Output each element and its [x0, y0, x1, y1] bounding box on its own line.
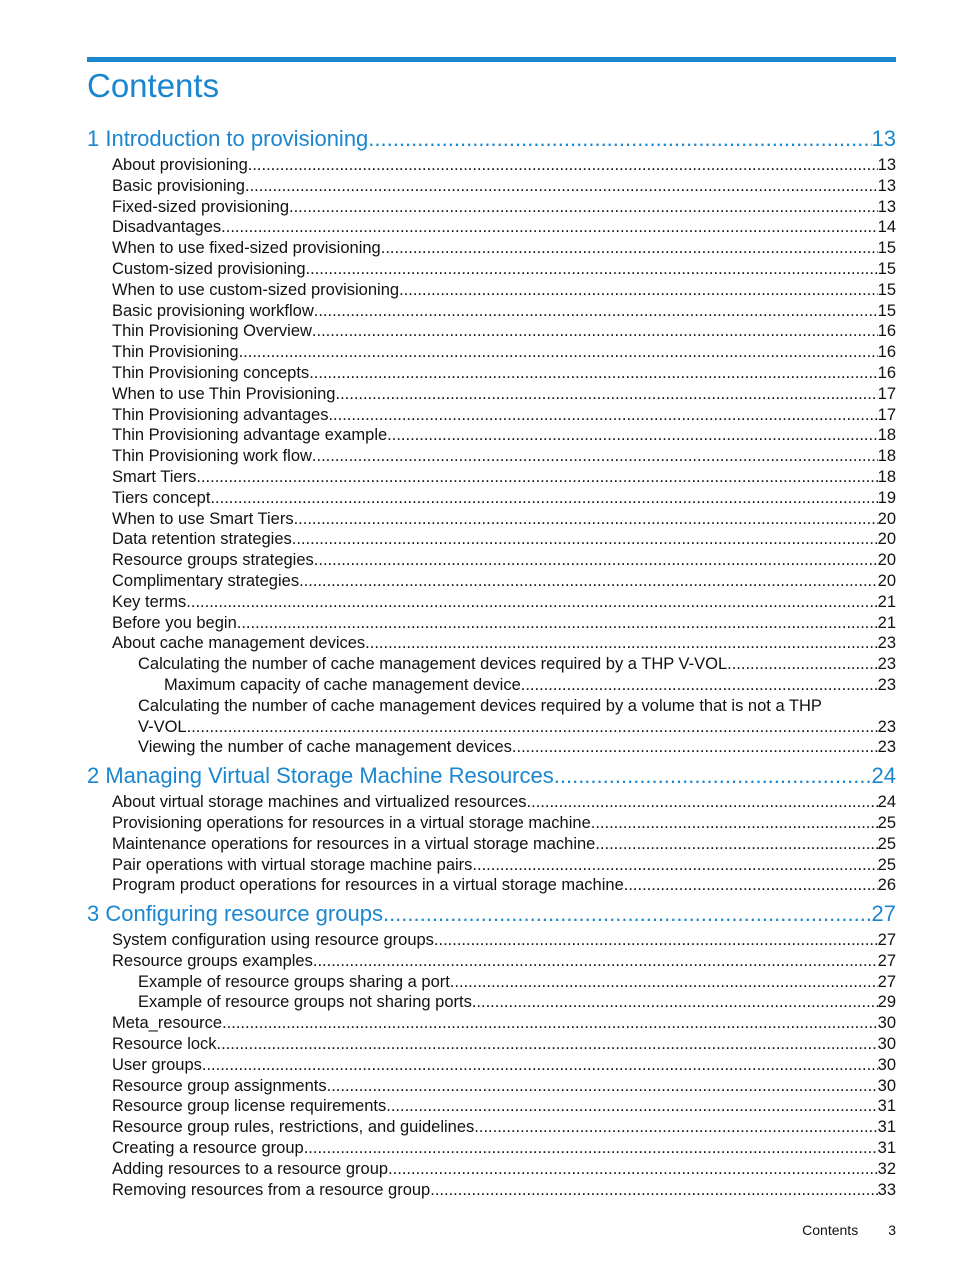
toc-page-number: 30	[877, 1076, 896, 1095]
toc-leader-dots	[289, 197, 878, 218]
toc-leader-dots	[248, 155, 878, 176]
toc-leader-dots	[186, 592, 877, 613]
toc-page-number: 15	[877, 280, 896, 299]
toc-leader-dots	[368, 123, 871, 155]
toc-page-number: 23	[877, 675, 896, 694]
toc-leader-dots	[474, 1117, 877, 1138]
toc-page-number: 23	[877, 738, 896, 757]
toc-entry-label: Maintenance operations for resources in a virtual storage machine	[112, 834, 596, 853]
toc-entry[interactable]	[87, 1076, 896, 1097]
toc-leader-dots	[245, 176, 878, 197]
toc-entry-label: Program product operations for resources in a virtual storage machine	[112, 876, 624, 895]
toc-leader-dots	[434, 930, 878, 951]
toc-page-number: 21	[877, 613, 896, 632]
toc-entry[interactable]	[87, 467, 896, 488]
toc-entry[interactable]	[87, 972, 896, 993]
toc-leader-dots	[222, 1013, 878, 1034]
toc-entry-label: Tiers concept	[112, 488, 211, 507]
toc-entry[interactable]	[87, 384, 896, 405]
toc-entry[interactable]	[87, 696, 896, 738]
toc-entry-label: Basic provisioning workflow	[112, 301, 314, 320]
toc-page-number: 17	[877, 405, 896, 424]
toc-entry-label: About provisioning	[112, 156, 248, 174]
toc-leader-dots	[313, 951, 878, 972]
toc-leader-dots	[399, 280, 878, 301]
toc-entry[interactable]	[87, 813, 896, 834]
toc-leader-dots	[237, 613, 878, 634]
toc-entry[interactable]	[87, 363, 896, 384]
toc-entry[interactable]	[87, 238, 896, 259]
toc-page-number: 31	[877, 1118, 896, 1137]
toc-entry-label: Meta_resource	[112, 1014, 223, 1033]
toc-entry[interactable]	[87, 1138, 896, 1159]
toc-leader-dots	[210, 488, 877, 509]
toc-entry-label: Resource groups examples	[112, 951, 313, 970]
toc-leader-dots	[314, 550, 878, 571]
toc-leader-dots	[292, 529, 878, 550]
toc-entry[interactable]	[87, 280, 896, 301]
toc-page-number: 17	[877, 384, 896, 403]
toc-entry[interactable]	[87, 654, 896, 675]
toc-entry-label: Custom-sized provisioning	[112, 259, 306, 278]
toc-page-number: 23	[877, 717, 896, 736]
toc-page-number: 24	[877, 793, 896, 812]
toc-page-number: 18	[877, 467, 896, 486]
toc-page-number: 20	[877, 530, 896, 549]
toc-entry-label: Key terms	[112, 592, 187, 611]
toc-entry-label: Example of resource groups not sharing ports	[138, 993, 472, 1012]
toc-page-number: 30	[877, 1014, 896, 1033]
toc-entry-label: Removing resources from a resource group	[112, 1180, 431, 1199]
toc-entry[interactable]	[87, 613, 896, 634]
toc-page-number: 25	[877, 813, 896, 832]
toc-page-number: 16	[877, 343, 896, 362]
toc-leader-dots	[512, 737, 878, 758]
toc-page-number: 30	[877, 1035, 896, 1054]
toc-entry[interactable]	[87, 509, 896, 530]
toc-entry[interactable]	[87, 321, 896, 342]
toc-entry-label: Creating a resource group	[112, 1139, 304, 1158]
toc-leader-dots	[309, 363, 877, 384]
toc-entry-label: Viewing the number of cache management devices	[138, 738, 512, 757]
toc-entry-label: Example of resource groups sharing a port	[138, 972, 450, 991]
toc-page-number: 29	[877, 993, 896, 1012]
toc-page-number: 27	[877, 951, 896, 970]
title-rule	[87, 57, 896, 62]
toc-page-number: 27	[877, 931, 896, 950]
toc-page-number: 33	[877, 1180, 896, 1199]
toc-entry[interactable]	[87, 1013, 896, 1034]
toc-entry-label: Before you begin	[112, 613, 237, 632]
toc-chapter-1[interactable]	[87, 123, 896, 155]
toc-page-number: 31	[877, 1139, 896, 1158]
toc-leader-dots	[381, 238, 878, 259]
toc-entry[interactable]	[87, 1055, 896, 1076]
toc-page-number: 16	[877, 363, 896, 382]
toc-page-number: 31	[877, 1097, 896, 1116]
toc-leader-dots	[299, 571, 878, 592]
toc-entry-label: Thin Provisioning	[112, 343, 239, 362]
toc-entry[interactable]	[87, 529, 896, 550]
toc-entry[interactable]	[87, 425, 896, 446]
toc-page-number: 13	[877, 156, 896, 174]
toc-entry[interactable]	[87, 1159, 896, 1180]
toc-entry-label: Resource group rules, restrictions, and guidelines	[112, 1118, 475, 1137]
toc-entry[interactable]	[87, 592, 896, 613]
toc-entry-label: Disadvantages	[112, 218, 222, 237]
toc-page-number: 24	[871, 763, 896, 789]
toc-entry[interactable]	[87, 930, 896, 951]
toc-entry-label: Complimentary strategies	[112, 571, 300, 590]
toc-leader-dots	[328, 405, 877, 426]
toc-chapter-title: 3 Configuring resource groups	[87, 901, 383, 927]
toc-leader-dots	[312, 446, 878, 467]
table-of-contents	[87, 121, 896, 1200]
toc-entry[interactable]	[87, 1096, 896, 1117]
footer-page-number: 3	[888, 1222, 896, 1238]
toc-leader-dots	[430, 1180, 877, 1201]
toc-chapter-title: 1 Introduction to provisioning	[87, 126, 369, 151]
toc-leader-dots	[314, 301, 878, 322]
toc-entry[interactable]	[87, 951, 896, 972]
toc-page-number: 20	[877, 509, 896, 528]
toc-entry[interactable]	[87, 342, 896, 363]
toc-entry[interactable]	[87, 405, 896, 426]
toc-page-number: 15	[877, 259, 896, 278]
toc-entry[interactable]	[87, 834, 896, 855]
toc-entry[interactable]	[87, 855, 896, 876]
toc-entry-label: Resource groups strategies	[112, 551, 314, 570]
toc-leader-dots	[595, 834, 877, 855]
toc-entry-label: Adding resources to a resource group	[112, 1159, 389, 1178]
toc-page-number: 15	[877, 239, 896, 258]
toc-leader-dots	[202, 1055, 878, 1076]
toc-page-number: 13	[877, 197, 896, 216]
toc-page-number: 30	[877, 1055, 896, 1074]
toc-leader-dots	[472, 992, 878, 1013]
toc-page-number: 23	[877, 634, 896, 653]
toc-chapter-title: 2 Managing Virtual Storage Machine Resources	[87, 763, 554, 789]
toc-page-number: 21	[877, 592, 896, 611]
toc-entry-label: When to use Smart Tiers	[112, 509, 294, 528]
toc-entry-label: About virtual storage machines and virtualized resources	[112, 793, 527, 812]
toc-leader-dots	[387, 425, 877, 446]
toc-entry[interactable]	[87, 446, 896, 467]
toc-entry[interactable]	[87, 737, 896, 758]
toc-page-number: 20	[877, 551, 896, 570]
toc-leader-dots	[386, 1096, 877, 1117]
toc-chapter-3[interactable]	[87, 898, 896, 930]
toc-entry[interactable]	[87, 675, 896, 696]
toc-entry[interactable]	[87, 792, 896, 813]
toc-page-number: 20	[877, 571, 896, 590]
toc-entry[interactable]	[87, 176, 896, 197]
toc-entry[interactable]	[87, 259, 896, 280]
toc-page-number: 18	[877, 447, 896, 466]
toc-entry[interactable]	[87, 633, 896, 654]
toc-page-number: 27	[871, 901, 896, 927]
toc-entry-label: Calculating the number of cache management devices required by a THP V-VOL	[138, 655, 728, 674]
toc-page-number: 19	[877, 488, 896, 507]
toc-entry-label: Thin Provisioning concepts	[112, 363, 310, 382]
toc-leader-dots	[727, 654, 878, 675]
toc-leader-dots	[304, 1138, 878, 1159]
toc-entry-label: System configuration using resource groups	[112, 931, 434, 950]
toc-entry[interactable]	[87, 217, 896, 238]
toc-leader-dots	[383, 898, 872, 930]
toc-leader-dots	[527, 792, 878, 813]
toc-entry-label: Smart Tiers	[112, 467, 197, 486]
toc-page-number: 15	[877, 301, 896, 320]
toc-leader-dots	[221, 217, 877, 238]
toc-leader-dots	[472, 855, 877, 876]
toc-page-number: 25	[877, 834, 896, 853]
toc-entry-label: When to use fixed-sized provisioning	[112, 239, 381, 258]
toc-page-number: 23	[877, 655, 896, 674]
toc-page-number: 18	[877, 426, 896, 445]
toc-entry[interactable]	[87, 875, 896, 896]
toc-leader-dots	[388, 1159, 878, 1180]
toc-leader-dots	[312, 321, 878, 342]
toc-entry-label: Resource group license requirements	[112, 1097, 387, 1116]
toc-entry-label: Maximum capacity of cache management device	[164, 675, 521, 694]
toc-entry-continuation	[138, 717, 896, 738]
toc-page-number: 25	[877, 855, 896, 874]
toc-entry-label: Resource lock	[112, 1035, 217, 1054]
toc-entry-label-cont: V-VOL	[138, 717, 187, 736]
toc-entry[interactable]	[87, 1180, 896, 1201]
toc-entry-label: About cache management devices	[112, 634, 366, 653]
toc-page-number: 13	[877, 176, 896, 195]
toc-page-number: 26	[877, 876, 896, 895]
toc-entry-label: Pair operations with virtual storage machine pairs	[112, 855, 473, 874]
toc-entry-label: Provisioning operations for resources in a virtual storage machine	[112, 813, 591, 832]
toc-entry-label: Thin Provisioning advantages	[112, 405, 329, 424]
toc-entry-label: When to use custom-sized provisioning	[112, 280, 400, 299]
toc-entry[interactable]	[87, 1034, 896, 1055]
toc-entry-label: Resource group assignments	[112, 1076, 327, 1095]
toc-entry-label: Data retention strategies	[112, 530, 292, 549]
toc-page-number: 14	[877, 218, 896, 237]
toc-entry-label: Thin Provisioning advantage example	[112, 426, 388, 445]
toc-entry-label: When to use Thin Provisioning	[112, 384, 336, 403]
toc-leader-dots	[591, 813, 878, 834]
toc-entry-label: Fixed-sized provisioning	[112, 197, 289, 216]
toc-entry[interactable]	[87, 301, 896, 322]
toc-page-number: 16	[877, 322, 896, 341]
toc-entry[interactable]	[87, 1117, 896, 1138]
toc-entry[interactable]	[87, 197, 896, 218]
toc-page-number: 13	[871, 126, 896, 151]
toc-leader-dots	[450, 972, 878, 993]
toc-entry[interactable]	[87, 571, 896, 592]
toc-leader-dots	[554, 760, 872, 792]
toc-chapter-2[interactable]	[87, 760, 896, 792]
toc-page-number: 32	[877, 1159, 896, 1178]
toc-leader-dots	[187, 717, 878, 738]
toc-entry-label: Basic provisioning	[112, 176, 245, 195]
toc-page-number: 27	[877, 972, 896, 991]
toc-leader-dots	[217, 1034, 878, 1055]
toc-leader-dots	[521, 675, 878, 696]
toc-entry-label: Thin Provisioning work flow	[112, 447, 312, 466]
toc-entry-label: Thin Provisioning Overview	[112, 322, 312, 341]
page-footer	[700, 1222, 896, 1238]
toc-entry[interactable]	[87, 992, 896, 1013]
toc-leader-dots	[327, 1076, 878, 1097]
toc-leader-dots	[294, 509, 878, 530]
toc-entry[interactable]	[87, 155, 896, 176]
toc-leader-dots	[335, 384, 877, 405]
toc-leader-dots	[239, 342, 878, 363]
toc-entry-label: Calculating the number of cache management devices required by a volume that is not a THP	[138, 696, 822, 715]
toc-entry[interactable]	[87, 550, 896, 571]
toc-leader-dots	[365, 633, 877, 654]
toc-leader-dots	[306, 259, 878, 280]
footer-label: Contents	[802, 1222, 859, 1238]
toc-entry-label: User groups	[112, 1055, 202, 1074]
toc-leader-dots	[624, 875, 878, 896]
toc-entry[interactable]	[87, 488, 896, 509]
page-title: Contents	[87, 67, 220, 104]
toc-leader-dots	[196, 467, 877, 488]
